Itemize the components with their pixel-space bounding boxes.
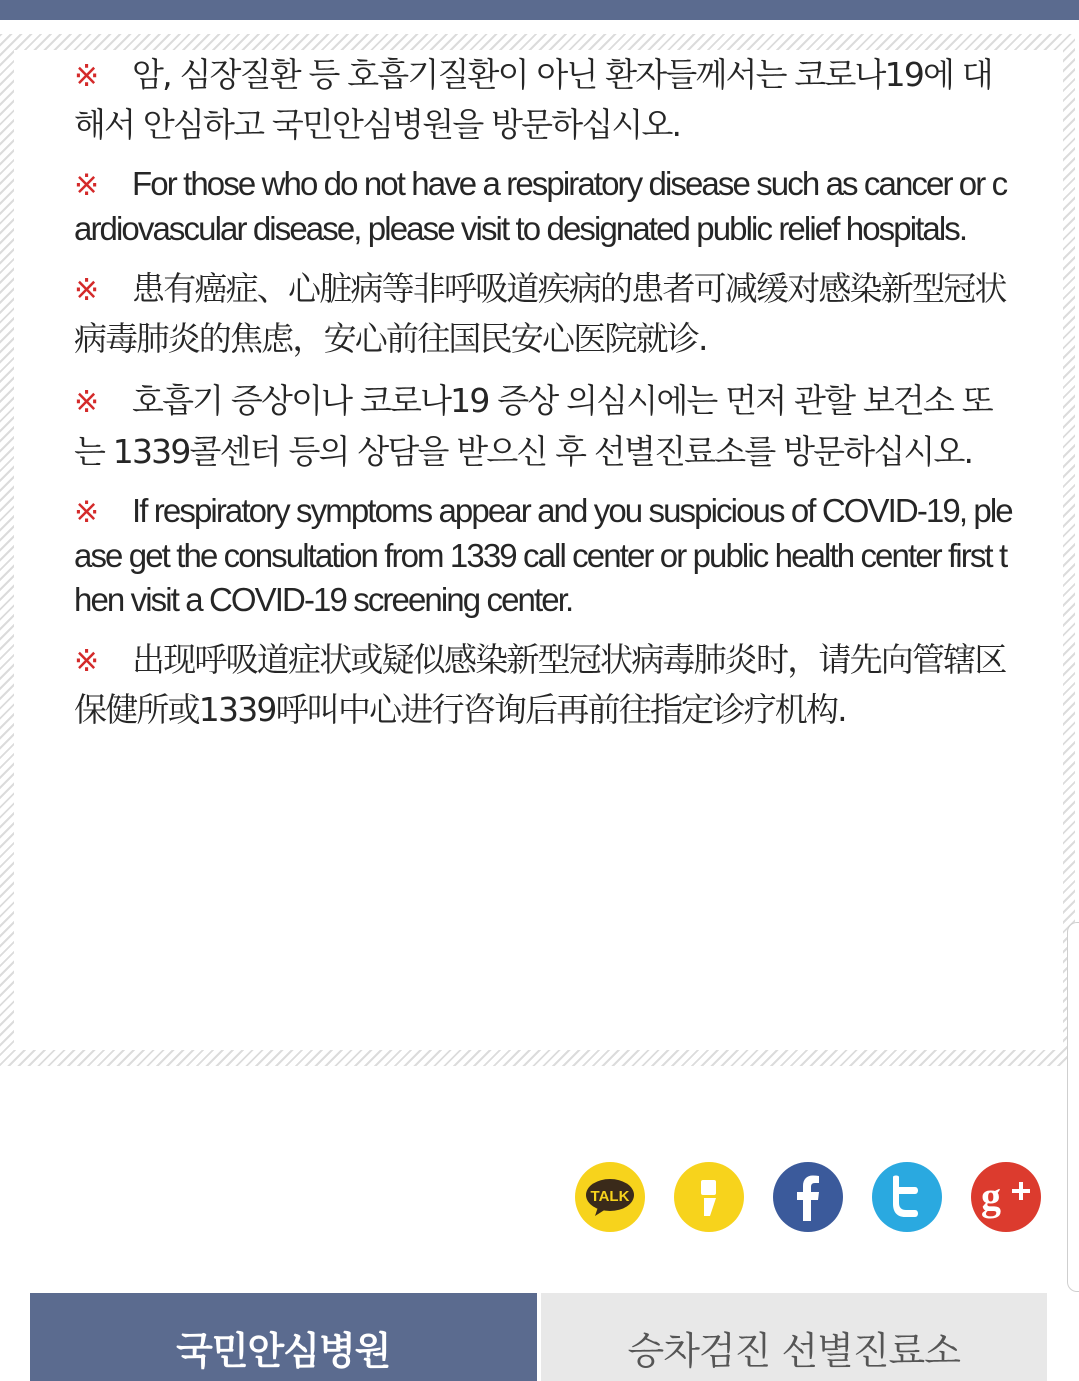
share-bar bbox=[575, 1162, 1041, 1232]
top-header-bar bbox=[0, 0, 1079, 20]
tab-national-safe-hospital[interactable]: 국민안심병원 bbox=[30, 1293, 537, 1381]
twitter-share-button[interactable] bbox=[872, 1162, 942, 1232]
twitter-icon bbox=[885, 1173, 929, 1221]
kakaotalk-icon bbox=[584, 1177, 636, 1217]
reference-mark: ※ bbox=[74, 495, 100, 529]
kakaostory-share-button[interactable] bbox=[674, 1162, 744, 1232]
kakaotalk-label: TALK bbox=[590, 1188, 630, 1205]
notice-text: For those who do not have a respiratory disease such as cancer or cardiovascular disease, please visit to designated public relief hospitals. bbox=[74, 165, 1007, 248]
notice-item-en-2 bbox=[74, 489, 1014, 624]
notice-text: 出现呼吸道症状或疑似感染新型冠状病毒肺炎时，请先向管辖区保健所或1339呼叫中心进行咨询后再前往指定诊疗机构. bbox=[74, 640, 1006, 730]
notice-text: If respiratory symptoms appear and you suspicious of COVID-19, please get the consultation from 1339 call center or public health center first then visit a COVID-19 screening center. bbox=[74, 491, 1012, 619]
notice-list bbox=[74, 50, 1014, 748]
tab-drive-through-screening[interactable]: 승차검진 선별진료소 bbox=[541, 1293, 1048, 1381]
facebook-share-button[interactable] bbox=[773, 1162, 843, 1232]
notice-item-en-1 bbox=[74, 162, 1014, 252]
notice-item-zh-2 bbox=[74, 635, 1014, 735]
reference-mark: ※ bbox=[74, 59, 100, 94]
kakaotalk-share-button[interactable] bbox=[575, 1162, 645, 1232]
notice-item-ko-2 bbox=[74, 376, 1014, 476]
facebook-icon bbox=[788, 1171, 828, 1223]
reference-mark: ※ bbox=[74, 169, 100, 203]
reference-mark: ※ bbox=[74, 273, 100, 309]
kakaostory-icon bbox=[689, 1172, 729, 1222]
svg-text:g: g bbox=[981, 1174, 1001, 1219]
scrollbar-thumb[interactable] bbox=[1067, 922, 1079, 1292]
notice-text: 호흡기 증상이나 코로나19 증상 의심시에는 먼저 관할 보건소 또는 1339콜센터 등의 상담을 받으신 후 선별진료소를 방문하십시오. bbox=[74, 381, 992, 471]
google-plus-icon bbox=[978, 1172, 1034, 1222]
bottom-tabs bbox=[30, 1293, 1047, 1381]
notice-item-zh-1 bbox=[74, 264, 1014, 364]
notice-text: 患有癌症、心脏病等非呼吸道疾病的患者可减缓对感染新型冠状病毒肺炎的焦虑，安心前往国民安心医院就诊. bbox=[74, 269, 1006, 359]
reference-mark: ※ bbox=[74, 644, 100, 680]
notice-text: 암, 심장질환 등 호흡기질환이 아닌 환자들께서는 코로나19에 대해서 안심하고 국민안심병원을 방문하십시오. bbox=[74, 55, 992, 145]
googleplus-share-button[interactable] bbox=[971, 1162, 1041, 1232]
notice-item-ko-1 bbox=[74, 50, 1014, 150]
reference-mark: ※ bbox=[74, 385, 100, 421]
